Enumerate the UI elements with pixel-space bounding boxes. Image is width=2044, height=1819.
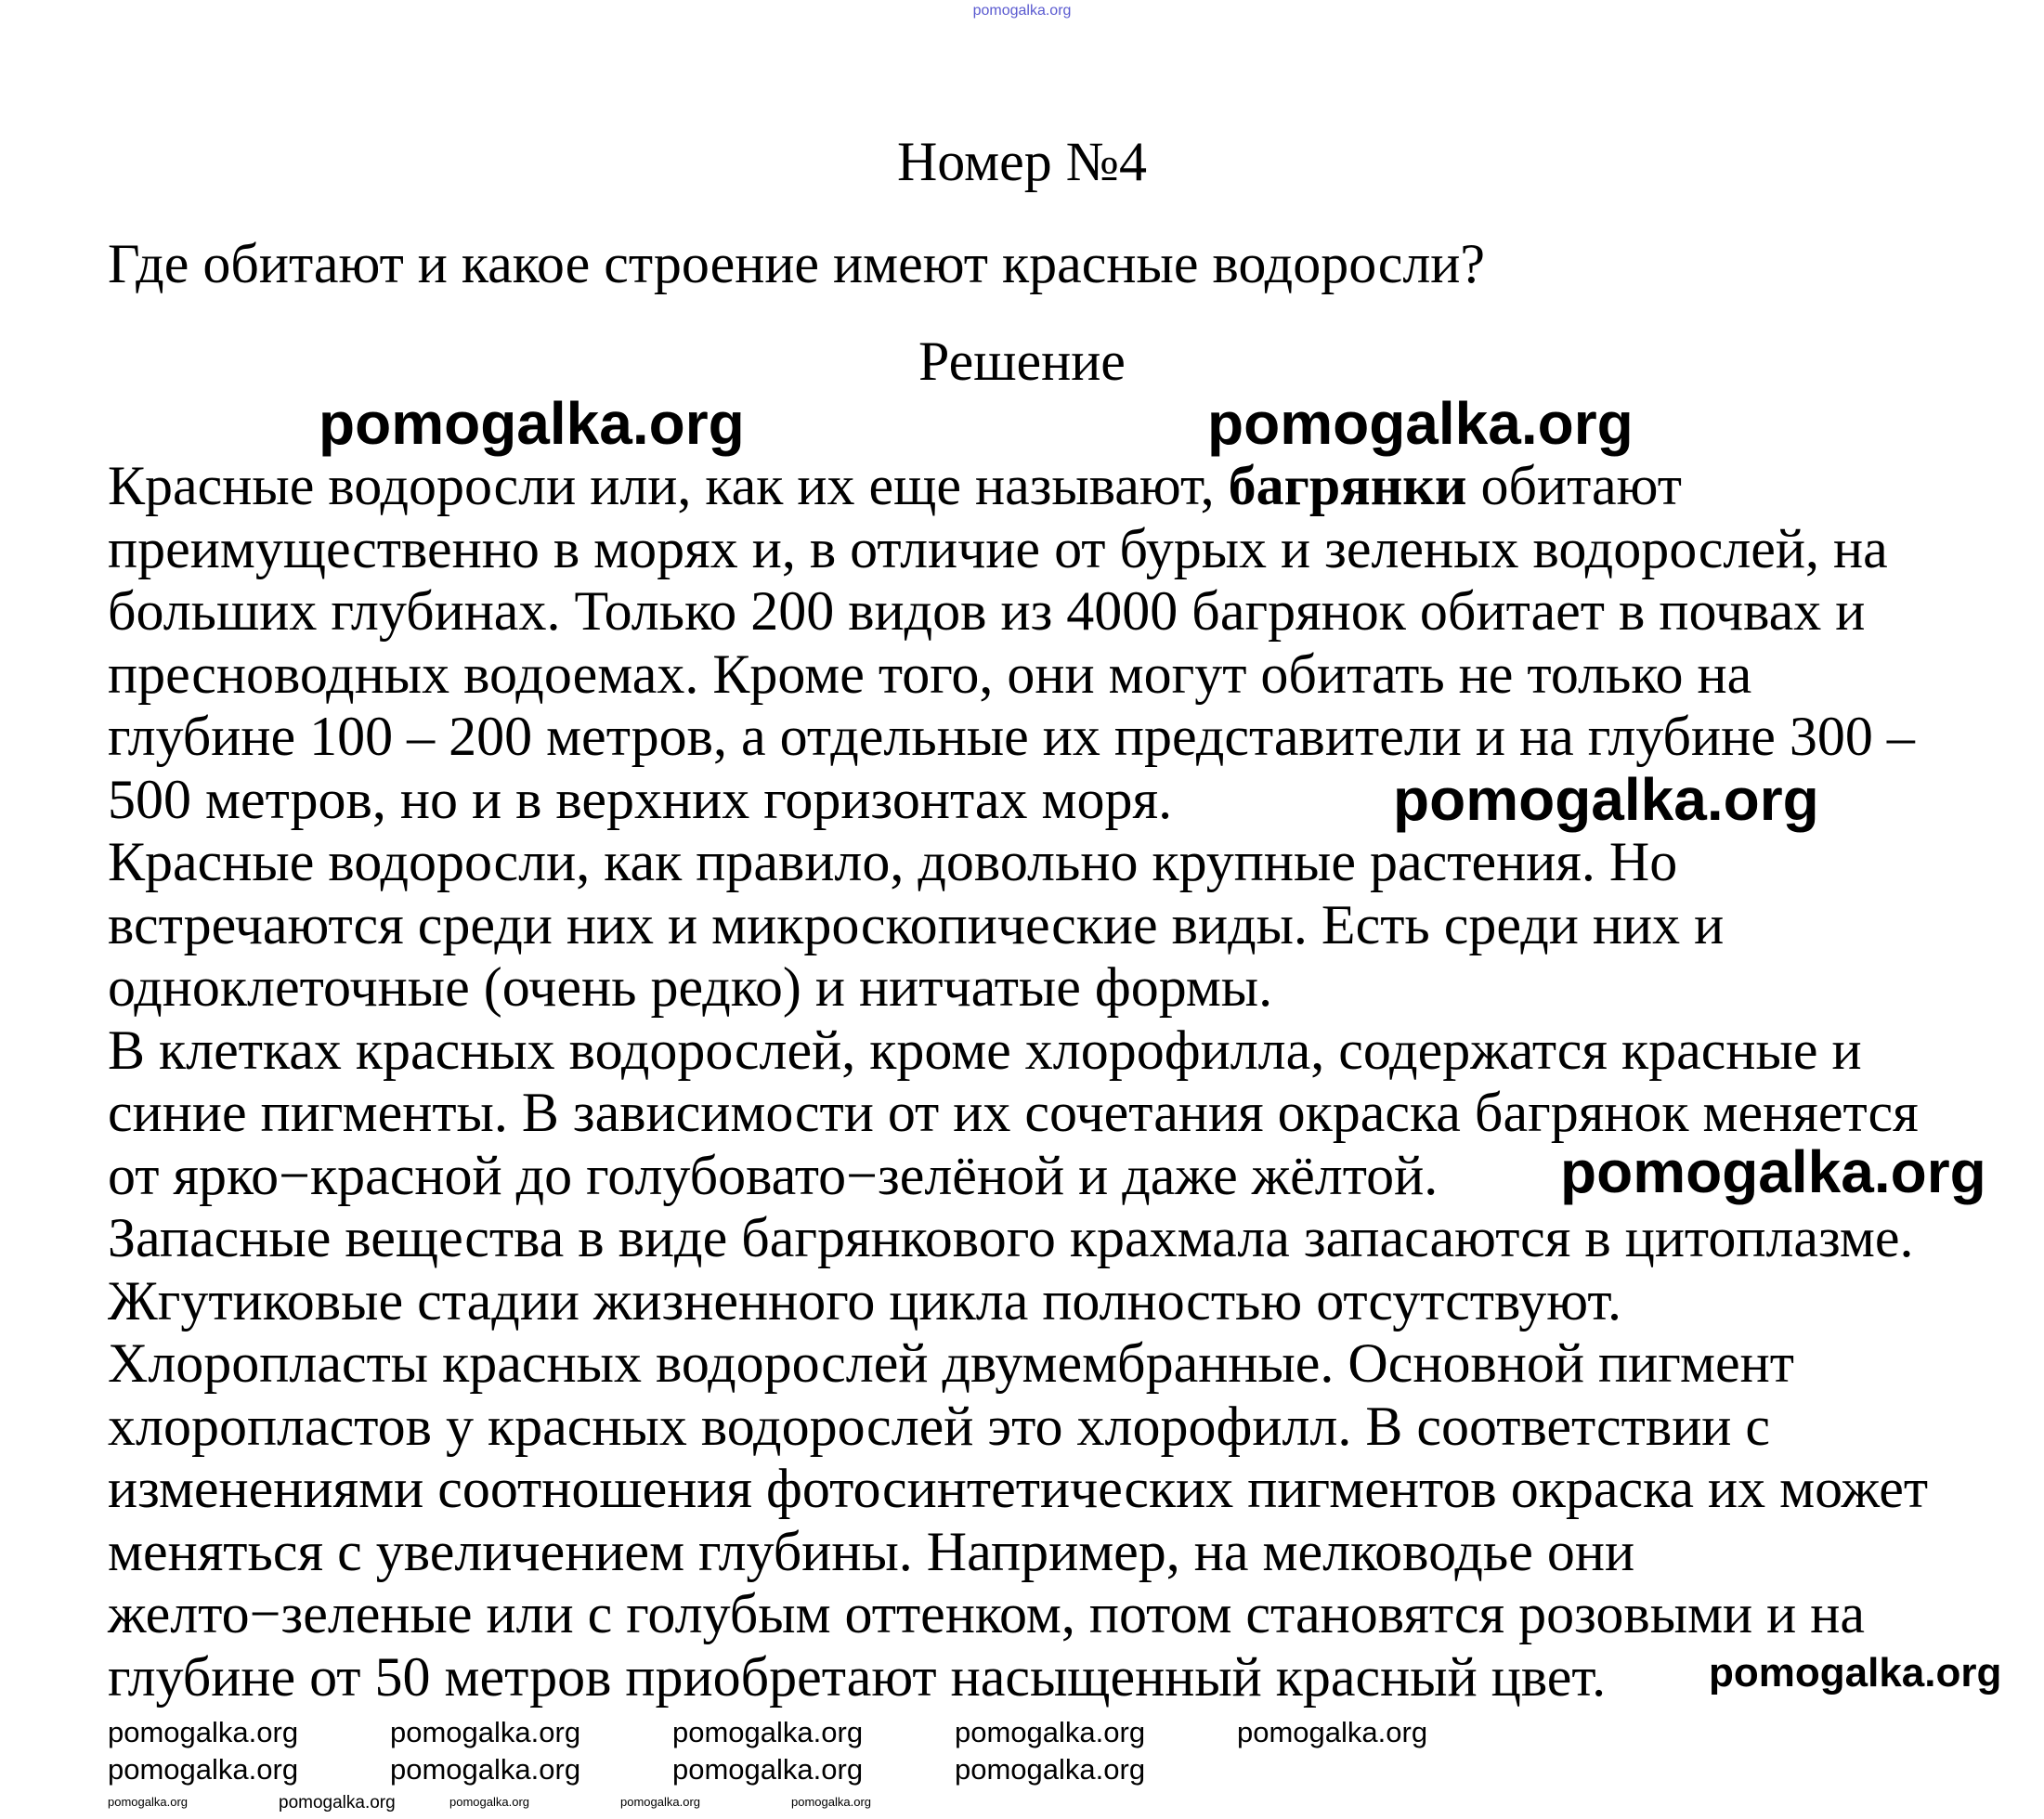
watermark: pomogalka.org (620, 1795, 700, 1809)
watermark: pomogalka.org (955, 1753, 1146, 1786)
watermark: pomogalka.org (390, 1753, 581, 1786)
answer-line: преимущественно в морях и, в отличие от бурых и зеленых водорослей, на (108, 518, 1888, 579)
page-title: Номер №4 (896, 131, 1148, 192)
answer-line: глубине от 50 метров приобретают насыщенный красный цвет. (108, 1646, 1607, 1708)
answer-line: Запасные вещества в виде багрянкового крахмала запасаются в цитоплазме. (108, 1207, 1914, 1268)
watermark: pomogalka.org (449, 1795, 529, 1809)
watermark: pomogalka.org (319, 390, 745, 457)
watermark: pomogalka.org (108, 1753, 299, 1786)
answer-text: Красные водоросли или, как их еще называют, (108, 455, 1229, 516)
watermark: pomogalka.org (1237, 1716, 1428, 1748)
watermark: pomogalka.org (279, 1793, 396, 1813)
answer-line: меняться с увеличением глубины. Например, на мелководье они (108, 1521, 1635, 1582)
solution-heading: Решение (918, 331, 1126, 392)
watermark: pomogalka.org (108, 1795, 188, 1809)
answer-bold-term: багрянки (1228, 455, 1467, 516)
answer-line: Красные водоросли, как правило, довольно крупные растения. Но (108, 831, 1678, 892)
answer-line: больших глубинах. Только 200 видов из 4000 багрянок обитает в почвах и (108, 580, 1866, 642)
answer-line: пресноводных водоемах. Кроме того, они могут обитать не только на (108, 643, 1752, 705)
watermark: pomogalka.org (791, 1795, 871, 1809)
answer-line (108, 455, 1682, 516)
watermark: pomogalka.org (955, 1716, 1146, 1748)
watermark: pomogalka.org (672, 1716, 864, 1748)
answer-line: хлоропластов у красных водорослей это хлорофилл. В соответствии с (108, 1396, 1771, 1457)
answer-line: изменениями соотношения фотосинтетических пигментов окраска их может (108, 1458, 1929, 1519)
answer-line: Хлоропласты красных водорослей двумембранные. Основной пигмент (108, 1332, 1794, 1394)
answer-line: встречаются среди них и микроскопические виды. Есть среди них и (108, 894, 1725, 955)
watermark: pomogalka.org (1560, 1138, 1986, 1205)
watermark: pomogalka.org (1207, 390, 1634, 457)
answer-line: Жгутиковые стадии жизненного цикла полностью отсутствуют. (108, 1270, 1622, 1332)
answer-line: желто−зеленые или с голубым оттенком, потом становятся розовыми и на (108, 1583, 1865, 1644)
answer-line: синие пигменты. В зависимости от их сочетания окраска багрянок меняется (108, 1082, 1919, 1143)
answer-line: от ярко−красной до голубовато−зелёной и даже жёлтой. (108, 1145, 1439, 1206)
question-text: Где обитают и какое строение имеют красные водоросли? (108, 233, 1486, 294)
watermark: pomogalka.org (108, 1716, 299, 1748)
watermark: pomogalka.org (1393, 766, 1819, 833)
answer-text: обитают (1466, 455, 1682, 516)
watermark: pomogalka.org (1709, 1650, 2002, 1696)
answer-line: 500 метров, но и в верхних горизонтах моря. (108, 769, 1173, 830)
watermark: pomogalka.org (390, 1716, 581, 1748)
answer-line: одноклеточные (очень редко) и нитчатые формы. (108, 956, 1273, 1018)
answer-line: В клетках красных водорослей, кроме хлорофилла, содержатся красные и (108, 1020, 1862, 1081)
answer-line: глубине 100 – 200 метров, а отдельные их представители и на глубине 300 – (108, 706, 1915, 767)
header-watermark[interactable]: pomogalka.org (972, 3, 1072, 19)
watermark: pomogalka.org (672, 1753, 864, 1786)
